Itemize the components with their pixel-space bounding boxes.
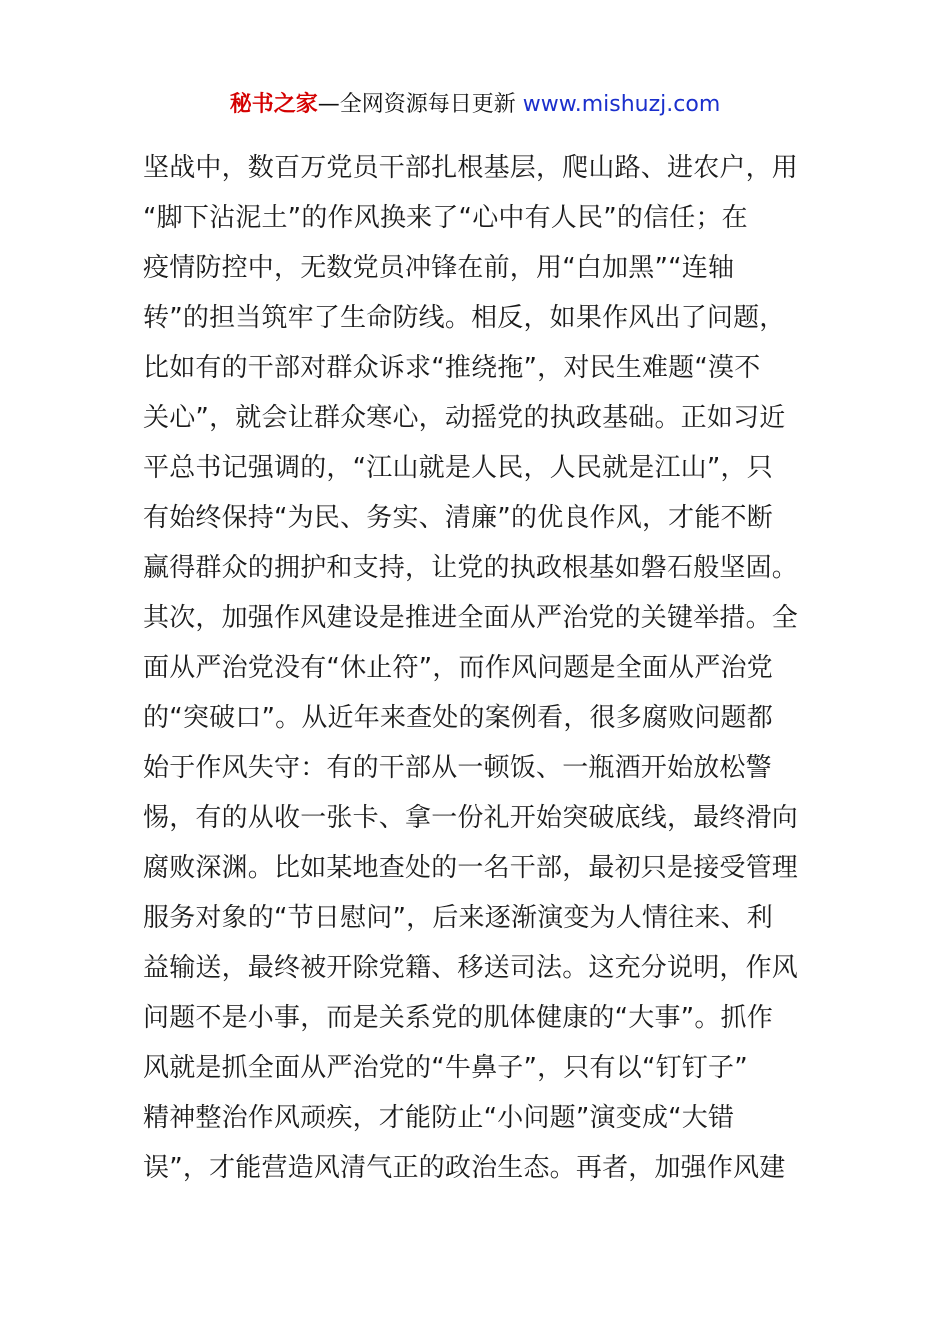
text-line: 面从严治党没有“休止符”，而作风问题是全面从严治党 <box>143 653 773 683</box>
text-line: 其次，加强作风建设是推进全面从严治党的关键举措。全 <box>143 603 799 633</box>
text-line: 精神整治作风顽疾，才能防止“小问题”演变成“大错 <box>143 1103 735 1133</box>
text-line: 误”，才能营造风清气正的政治生态。再者，加强作风建 <box>143 1153 786 1183</box>
text-line: 风就是抓全面从严治党的“牛鼻子”，只有以“钉钉子” <box>143 1053 748 1083</box>
text-line: “脚下沾泥土”的作风换来了“心中有人民”的信任；在 <box>143 203 748 233</box>
text-line: 赢得群众的拥护和支持，让党的执政根基如磐石般坚固。 <box>143 553 799 583</box>
website-link[interactable]: www.mishuzj.com <box>522 92 721 117</box>
text-line: 坚战中，数百万党员干部扎根基层，爬山路、进农户，用 <box>143 153 799 183</box>
page-header <box>0 88 950 122</box>
text-line: 始于作风失守：有的干部从一顿饭、一瓶酒开始放松警 <box>143 753 772 783</box>
body-text <box>143 143 813 1193</box>
text-line: 服务对象的“节日慰问”，后来逐渐演变为人情往来、利 <box>143 903 773 933</box>
text-line: 关心”，就会让群众寒心，动摇党的执政基础。正如习近 <box>143 403 786 433</box>
text-line: 疫情防控中，无数党员冲锋在前，用“白加黑”“连轴 <box>143 253 735 283</box>
header-tagline: —全网资源每日更新 <box>317 92 523 117</box>
text-line: 惕，有的从收一张卡、拿一份礼开始突破底线，最终滑向 <box>143 803 799 833</box>
text-line: 的“突破口”。从近年来查处的案例看，很多腐败问题都 <box>143 703 773 733</box>
text-line: 转”的担当筑牢了生命防线。相反，如果作风出了问题， <box>143 303 786 333</box>
text-line: 平总书记强调的，“江山就是人民，人民就是江山”，只 <box>143 453 773 483</box>
text-line: 问题不是小事，而是关系党的肌体健康的“大事”。抓作 <box>143 1003 773 1033</box>
brand-name: 秘书之家 <box>229 92 318 117</box>
text-line: 比如有的干部对群众诉求“推绕拖”，对民生难题“漠不 <box>143 353 761 383</box>
text-line: 益输送，最终被开除党籍、移送司法。这充分说明，作风 <box>143 953 799 983</box>
text-line: 有始终保持“为民、务实、清廉”的优良作风，才能不断 <box>143 503 773 533</box>
text-line: 腐败深渊。比如某地查处的一名干部，最初只是接受管理 <box>143 853 799 883</box>
